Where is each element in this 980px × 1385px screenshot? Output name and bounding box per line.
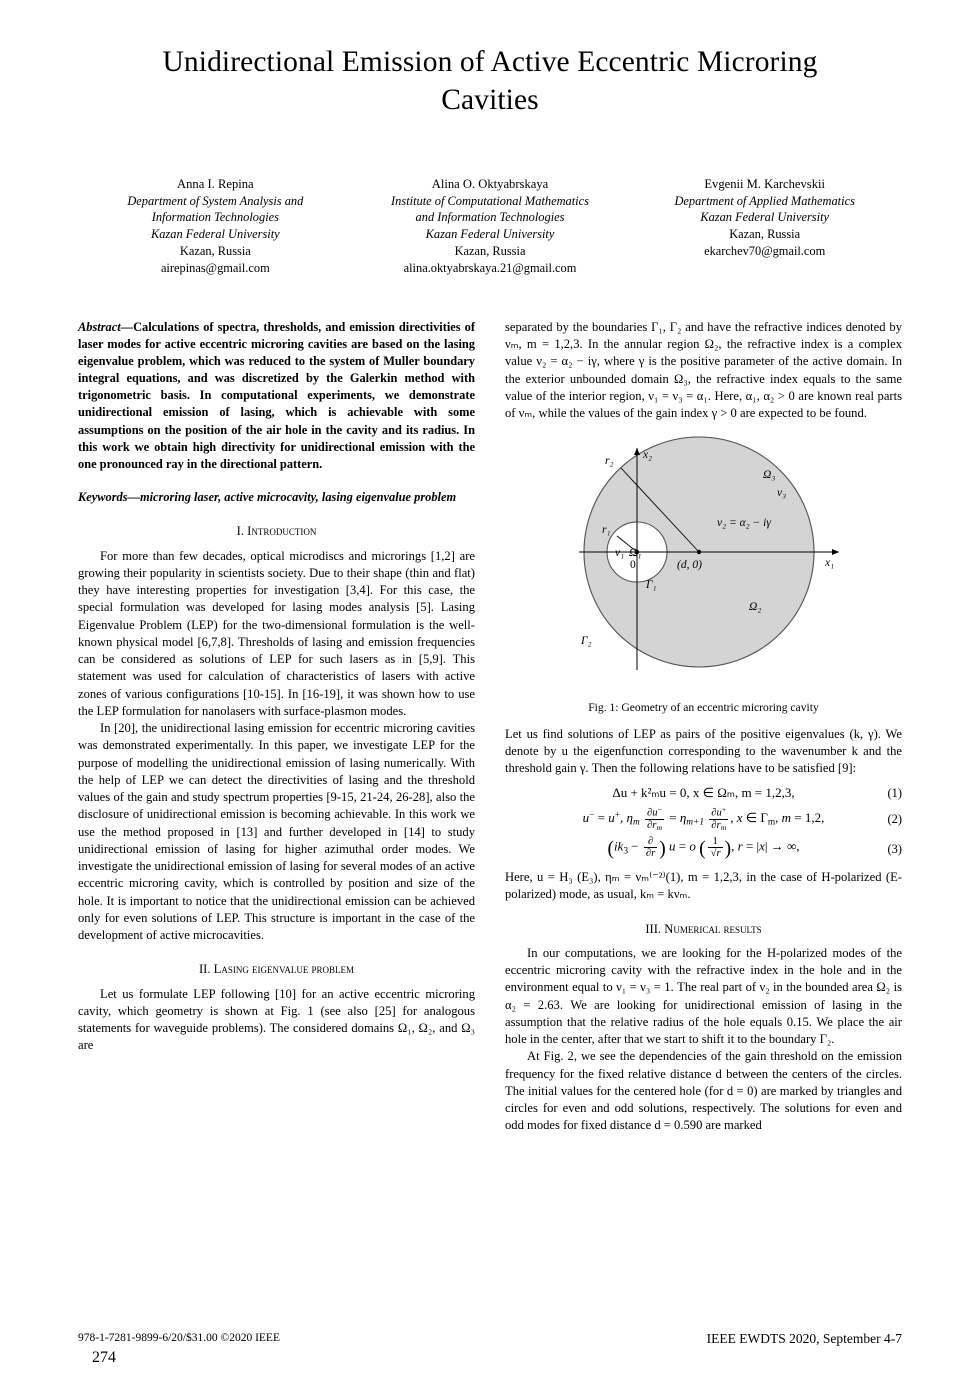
author-affiliation: Department of System Analysis and [127, 193, 304, 208]
page-footer [78, 1330, 902, 1347]
right-paragraph-2: Let us find solutions of LEP as pairs of the positive eigenvalues (k, γ). We denote by u the eigenfunction corresponding to the wavenumber k and the threshold gain γ. Then the following relations have to be satisfied [9]: [505, 726, 902, 776]
author-location: Kazan, Russia [454, 244, 526, 259]
equation-3-body: ($ik_3$ − $\frac{\partial}{\partial r}$ ) u = o ( $\frac{1}{√r}$ ), r = |x| → ∞, [607, 835, 800, 860]
label-x2: x₂ [642, 449, 652, 462]
author-affiliation: Information Technologies [151, 210, 279, 225]
author-location: Kazan, Russia [729, 227, 801, 242]
footer-isbn: 978-1-7281-9899-6/20/$31.00 ©2020 IEEE [78, 1332, 280, 1345]
equation-2 [505, 806, 902, 832]
x1-axis-arrow [832, 549, 839, 555]
section-heading-numerical-results: III. Numerical results [645, 921, 762, 936]
author-affiliation: Institute of Computational Mathematics [391, 193, 589, 208]
intro-paragraph-1: For more than few decades, optical microdiscs and microrings [1,2] are growing their popularity in scientists society. Due to their shape (thin and flat) they have interesting properties for investigation [3,4]. For this case, the special formulation was developed for lasing modes analysis [5]. Lasing Eigenvalue Problem (LEP) for the two-dimensional formulation is the well-known physical model [6,7,8]. Thresholds of lasing and emission frequencies can be considered as solutions of LEP for such lasers as in [5,9]. This statement was used for calculation of characteristics of lasers with active zones of various configurations [10-15]. In [16-19], it was shown how to use the LEP formulation for nanolasers with surface-plasmon modes. [78, 548, 475, 718]
label-nu2: ν₂ = α₂ − iγ [716, 517, 771, 530]
label-nu3: ν₃ [776, 487, 786, 500]
equation-3 [505, 836, 902, 863]
section-heading-lasing-eigenvalue-problem: II. Lasing eigenvalue problem [198, 962, 354, 977]
numerical-results-paragraph-2: At Fig. 2, we see the dependencies of the gain threshold on the emission frequency for the fixed relative distance d between the centers of the circles. The initial values for the centered hole (for d = 0) are marked by triangles and circles for even and odd solutions, respectively. The solutions for even and odd modes for fixed distance d = 0.590 are marked [505, 1049, 902, 1133]
abstract-text: Calculations of spectra, thresholds, and emission directivities of laser modes for active eccentric microring cavities are based on the lasing eigenvalue problem, which was reduced to the system of Muller boundary integral equations, and was discretized by the Galerkin method with trigonometric basis. In computational experiments, we demonstrate unidirectional emission of lasing, which is achievable with some assumptions on the position of the air hole in the cavity and its radius. In this work we obtain high directivity for unidirectional emission with the one pronounced ray in the directional pattern. [78, 319, 475, 471]
label-gamma2: Γ₂ [580, 635, 592, 648]
author-2 [353, 176, 628, 277]
author-name: Evgenii M. Karchevskii [704, 176, 826, 191]
hole-center-point [696, 550, 700, 554]
abstract [78, 319, 475, 473]
equation-1-body: Δu + k²ₘu = 0, x ∈ Ωₘ, m = 1,2,3, [612, 785, 795, 801]
label-center2: (d, 0) [676, 559, 702, 572]
author-affiliation: Kazan Federal University [700, 210, 830, 225]
author-affiliation: Kazan Federal University [150, 227, 280, 242]
author-email: ekarchev70@gmail.com [704, 244, 826, 259]
author-email: alina.oktyabrskaya.21@gmail.com [403, 261, 577, 276]
label-gamma1: Γ₁ [645, 579, 657, 592]
left-column [78, 319, 475, 1135]
label-x1: x₁ [824, 557, 834, 570]
page-title: Unidirectional Emission of Active Eccentric Microring Cavities [162, 46, 818, 116]
label-omega2: Ω₂ [748, 601, 761, 614]
author-location: Kazan, Russia [179, 244, 251, 259]
equation-1 [505, 784, 902, 802]
section-heading-introduction: I. Introduction [236, 524, 317, 539]
two-column-body [78, 319, 902, 1135]
x2-axis-arrow [634, 448, 640, 455]
author-block [78, 176, 902, 277]
abstract-lead: Abstract— [78, 319, 134, 334]
author-1 [78, 176, 353, 277]
label-r1: r₁ [601, 524, 610, 537]
right-paragraph-3: Here, u = H₃ (E₃), ηₘ = νₘ⁽⁻²⁾(1), m = 1,2,3, in the case of H-polarized (E-polarized) mode, as usual, kₘ = kνₘ. [505, 870, 902, 902]
right-paragraph-1: separated by the boundaries Γ₁, Γ₂ and have the refractive indices denoted by νₘ, m = 1,2,3. In the annular region Ω₂, the refractive index is a complex value ν₂ = α₂ − iγ, where γ is the positive parameter of the active domain. In the exterior unbounded domain Ω₃, the refractive index equals to the same value of the interior region, ν₁ = ν₃ = α₁. Here, α₁, α₂ > 0 are known real parts of νₘ, while the values of the gain index γ > 0 are expected to be found. [505, 319, 902, 421]
equations-block [505, 784, 902, 863]
page-content [78, 44, 902, 1135]
author-3 [627, 176, 902, 277]
numerical-results-paragraph-1: In our computations, we are looking for the H-polarized modes of the eccentric microring cavity with the refractive index in the hole and in the environment equal to ν₁ = ν₃ = 1. The real part of ν₂ in the bounded area Ω₂ is α₂ = 2.63. We are looking for unidirectional emission of lasing in the assumption that the relative radius of the hole equals 0.15. We place the air hole in the center, after that we start to shift it to the boundary Γ₂. [505, 945, 902, 1047]
keywords: Keywords—microring laser, active microcavity, lasing eigenvalue problem [78, 489, 457, 504]
figure-1-caption: Fig. 1: Geometry of an eccentric microring cavity [588, 700, 819, 714]
author-email: airepinas@gmail.com [160, 261, 270, 276]
eccentric-microring-geometry-svg [509, 432, 899, 690]
right-column [505, 319, 902, 1135]
author-name: Alina O. Oktyabrskaya [431, 176, 549, 191]
equation-2-body: u− = u+, $\eta_m$ $\frac{\partial u^-}{\partial r_m}$ = $\eta_{m+1}$ $\frac{\partial u^+}{\partial r_m}$ , x ∈ $\Gamma_m$, m = 1,2, [582, 805, 825, 832]
author-affiliation: and Information Technologies [415, 210, 565, 225]
label-nu1: ν₁ [614, 547, 624, 560]
label-omega1: Ω₁ [628, 547, 641, 560]
lep-paragraph-1: Let us formulate LEP following [10] for an active eccentric microring cavity, which geometry is shown at Fig. 1 (see also [25] for analogous statements for waveguide problems). The considered domains Ω₁, Ω₂, and Ω₃ are [78, 986, 475, 1053]
author-name: Anna I. Repina [177, 176, 254, 191]
page-number: 274 [92, 1349, 116, 1366]
label-omega3: Ω₃ [762, 469, 775, 482]
equation-3-number: (3) [887, 842, 902, 857]
footer-conference: IEEE EWDTS 2020, September 4-7 [706, 1331, 902, 1346]
author-affiliation: Department of Applied Mathematics [674, 193, 855, 208]
label-origin: 0 [629, 559, 636, 572]
equation-1-number: (1) [887, 785, 902, 800]
label-r2: r₂ [604, 455, 613, 468]
figure-1 [505, 432, 902, 715]
author-affiliation: Kazan Federal University [425, 227, 555, 242]
equation-2-number: (2) [887, 811, 902, 826]
intro-paragraph-2: In [20], the unidirectional lasing emission for eccentric microring cavities was demonstrated experimentally. In this paper, we investigate LEP for the purpose of modelling the unidirectional emission of lasing numerically. With the help of LEP we can detect the directivities of lasing and the threshold values of the gain and study spectrum properties [9-15, 21-24, 26-28], also the disclosure of unidirectional emission is becoming achievable. In this work we use the method proposed in [13] and further developed in [14] to study unidirectional emission of lasing for higher azimuthal order modes. We investigate the unidirectional emission of lasing for several modes of an active eccentric microring cavity, which is controlled by position and size of the hole. It is important to notice that the unidirectional emission can be achieved only for even solutions of LEP. This structure is important in the case of the development of active microcavities. [78, 721, 475, 943]
